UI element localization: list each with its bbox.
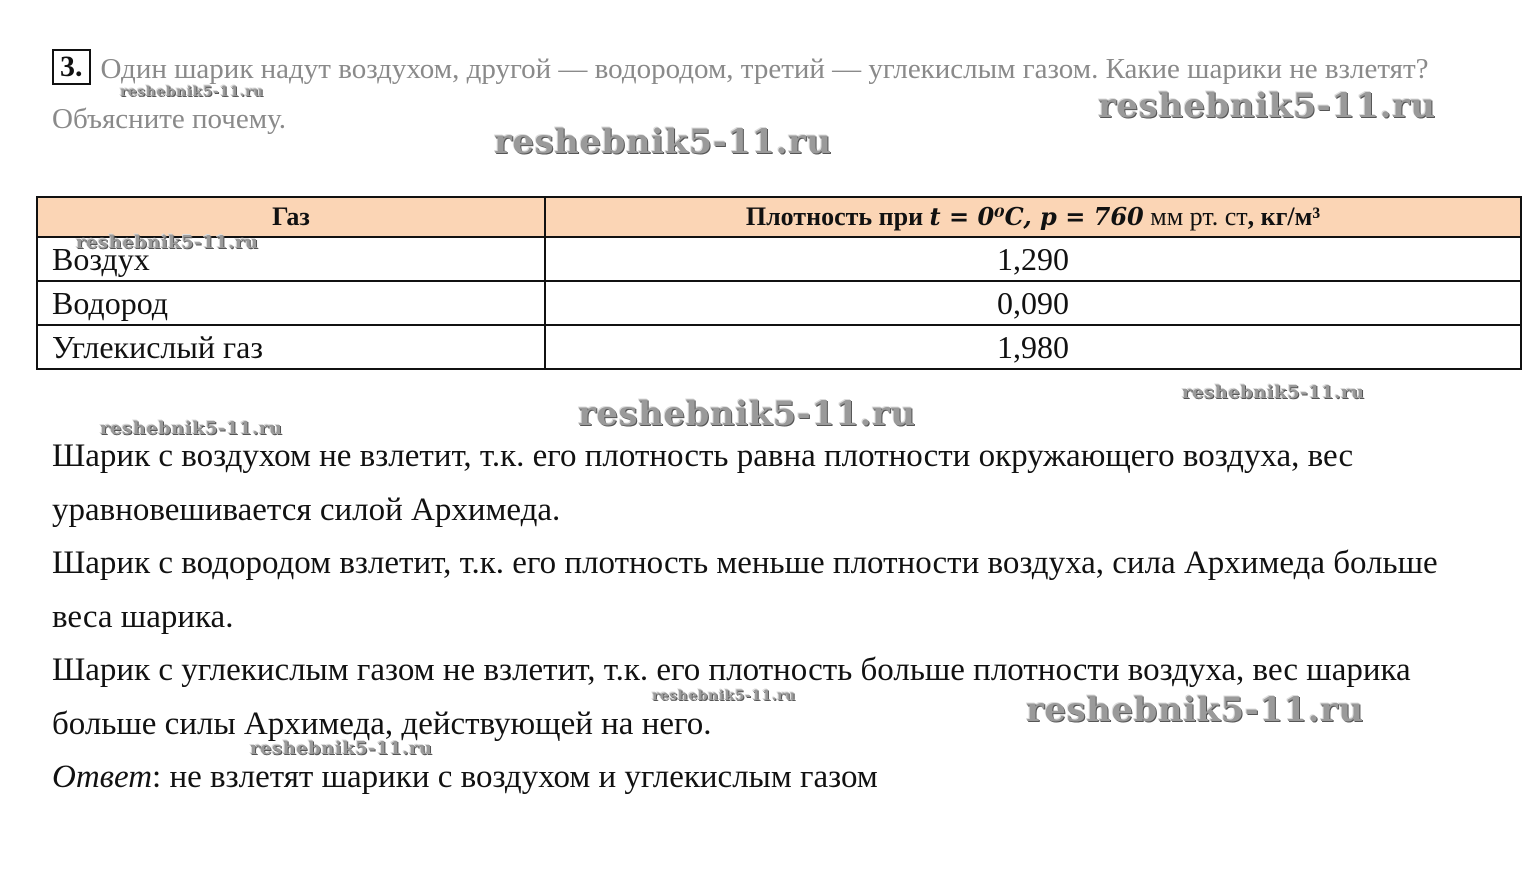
header-units-kg: , кг/м³	[1247, 202, 1321, 231]
header-density	[545, 197, 1521, 237]
watermark: reshebnik5-11.ru	[652, 688, 796, 704]
solution-paragraph-air: Шарик с воздухом не взлетит, т.к. его плотность равна плотности окружающего воздуха, вес уравновешивается силой Архимеда.	[52, 438, 1354, 528]
gas-cell: Углекислый газ	[37, 325, 545, 369]
density-cell: 1,980	[545, 325, 1521, 369]
watermark: reshebnik5-11.ru	[100, 418, 283, 439]
answer-text: : не взлетят шарики с воздухом и углекислым газом	[152, 759, 878, 795]
density-table	[36, 196, 1522, 370]
header-units-mm: мм рт. ст	[1143, 202, 1248, 231]
gas-cell: Воздух	[37, 237, 545, 281]
header-gas: Газ	[37, 197, 545, 237]
watermark: reshebnik5-11.ru	[1182, 382, 1365, 403]
density-cell: 0,090	[545, 281, 1521, 325]
answer-line	[52, 751, 1502, 805]
watermark: reshebnik5-11.ru	[494, 122, 832, 162]
watermark: reshebnik5-11.ru	[76, 232, 259, 253]
watermark: reshebnik5-11.ru	[1098, 86, 1436, 126]
task-statement	[52, 44, 1502, 144]
watermark: reshebnik5-11.ru	[120, 84, 264, 100]
density-cell: 1,290	[545, 237, 1521, 281]
solution-text	[52, 430, 1502, 805]
watermark: reshebnik5-11.ru	[1026, 690, 1364, 730]
solution-paragraph-hydrogen: Шарик с водородом взлетит, т.к. его плотность меньше плотности воздуха, сила Архимеда больше веса шарика.	[52, 545, 1438, 635]
watermark: reshebnik5-11.ru	[250, 738, 433, 759]
gas-cell: Водород	[37, 281, 545, 325]
answer-label: Ответ	[52, 759, 153, 795]
task-text: Один шарик надут воздухом, другой — водородом, третий — углекислым газом. Какие шарики не взлетят? Объясните почему.	[52, 53, 1429, 135]
table-row	[37, 325, 1521, 369]
watermark: reshebnik5-11.ru	[578, 394, 916, 434]
table-row	[37, 281, 1521, 325]
table-row	[37, 237, 1521, 281]
task-number: 3.	[52, 49, 91, 85]
solution-paragraph-co2: Шарик с углекислым газом не взлетит, т.к. его плотность больше плотности воздуха, вес шарика больше силы Архимеда, действующей на него.	[52, 652, 1411, 742]
table-header-row	[37, 197, 1521, 237]
header-density-prefix: Плотность при	[745, 202, 930, 231]
header-formula: t = 0⁰C, p = 760	[929, 202, 1144, 231]
